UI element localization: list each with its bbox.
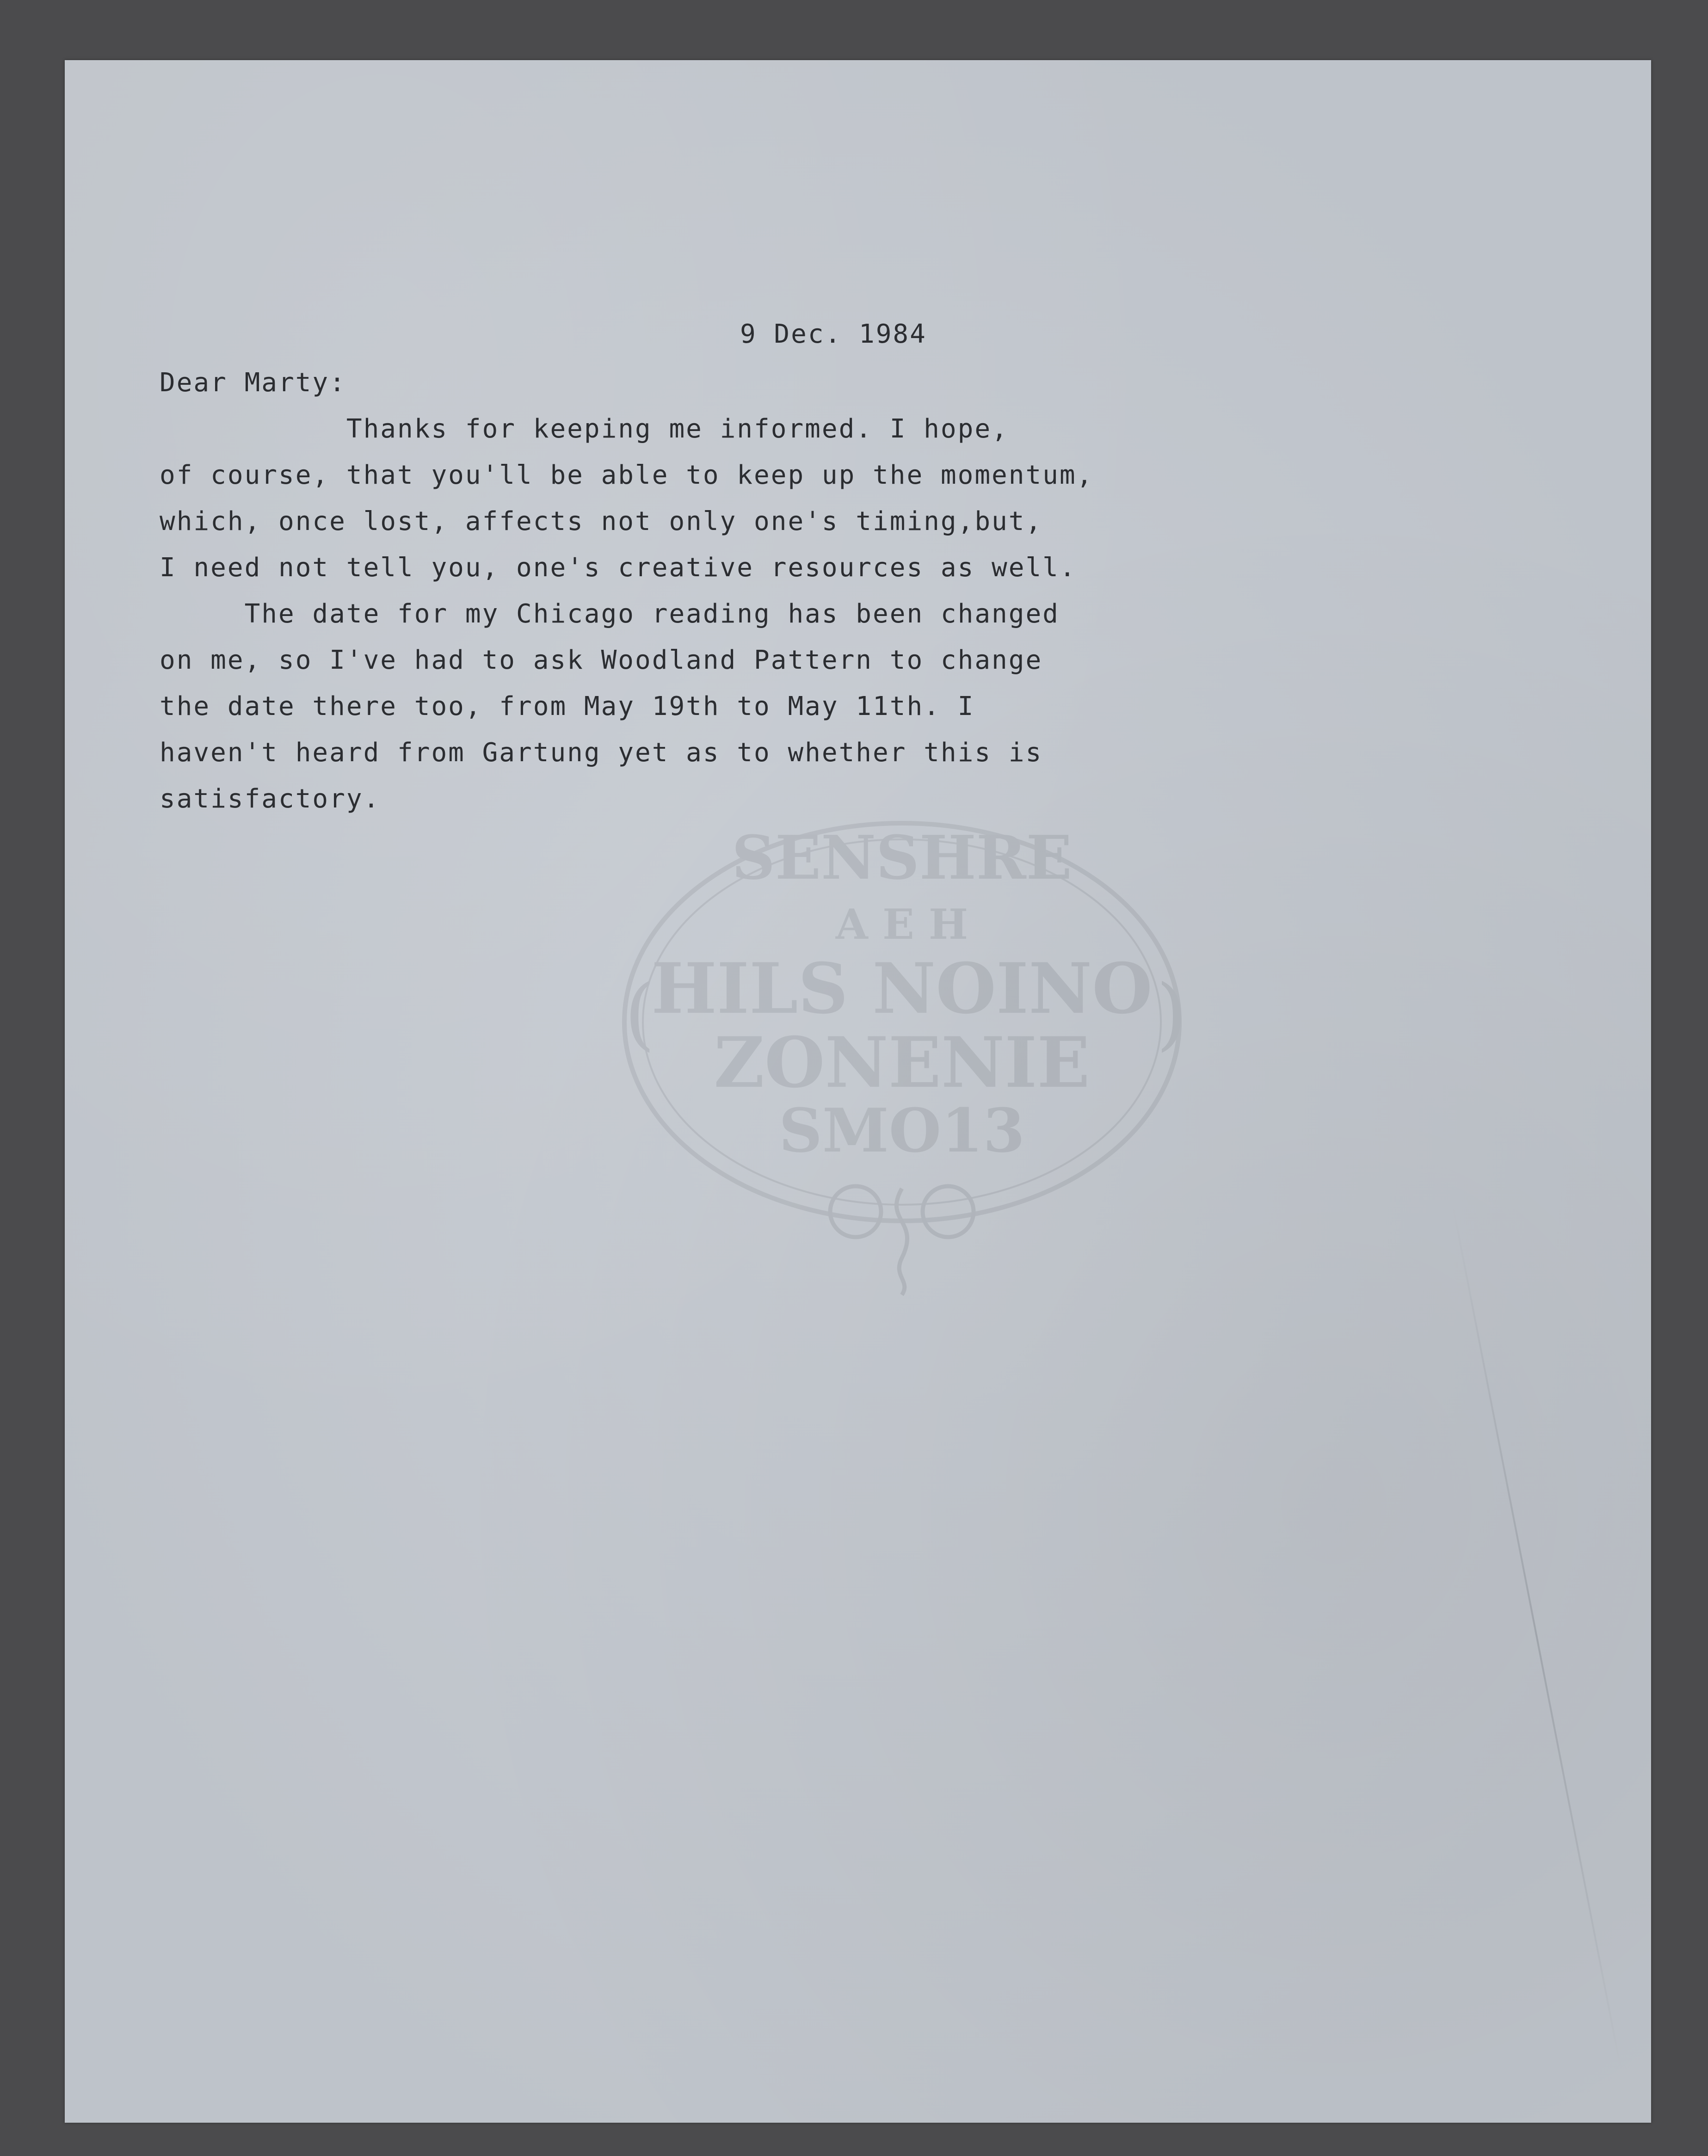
watermark-seal (597, 782, 1207, 1337)
letter-salutation: Dear Marty: (160, 368, 346, 398)
watermark-line-2: A E H (835, 900, 968, 949)
letter-body-line: the date there too, from May 19th to May 11th. I (160, 691, 975, 721)
watermark-flourish (830, 1186, 974, 1295)
letter-body-line: which, once lost, affects not only one's timing,but, (160, 506, 1043, 536)
letter-body-line: haven't heard from Gartung yet as to whether this is (160, 738, 1043, 768)
paper-sheet (65, 60, 1651, 2123)
watermark-line-4: ZONENIE (714, 1022, 1090, 1103)
watermark-line-1: SENSHRE (732, 822, 1072, 893)
letter-body-line: on me, so I've had to ask Woodland Pattern to change (160, 645, 1043, 675)
svg-text:): ) (1156, 968, 1187, 1060)
letter-body-line: I need not tell you, one's creative resources as well. (160, 553, 1077, 583)
watermark-line-3: HILS NOINO (651, 948, 1153, 1029)
svg-text:(: ( (624, 968, 655, 1060)
letter-body-line: Thanks for keeping me informed. I hope, (160, 414, 1009, 444)
watermark-line-5: SMO13 (779, 1095, 1025, 1166)
letter-body-line: satisfactory. (160, 784, 381, 814)
letter-body-line: The date for my Chicago reading has been changed (160, 599, 1060, 629)
letter-body-line: of course, that you'll be able to keep up the momentum, (160, 460, 1094, 490)
paper-crease (1452, 1207, 1622, 2070)
letter-date: 9 Dec. 1984 (740, 319, 927, 349)
